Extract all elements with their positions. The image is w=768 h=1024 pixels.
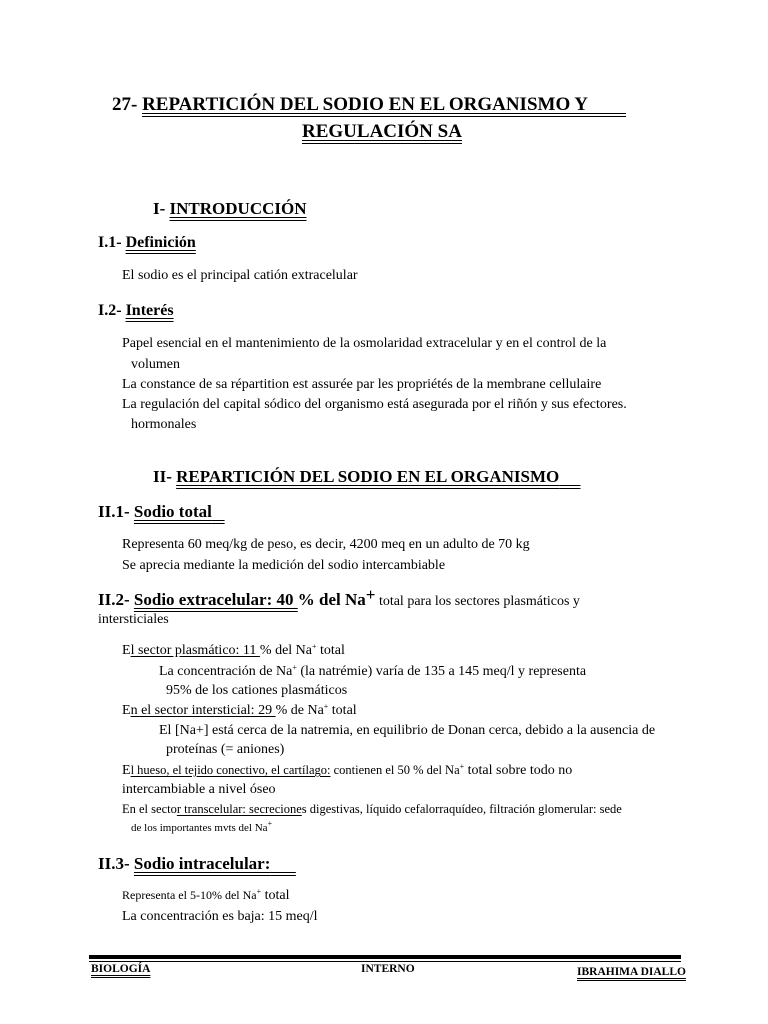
list-item-continuation: 95% de los cationes plasmáticos [166,683,348,698]
list-item: El sodio es el principal catión extracelular [122,268,358,283]
list-item: La constance de sa répartition est assurée par les propriétés de la membrane cellulaire [122,377,602,392]
list-item: En el sector intersticial: 29 % de Na+ total [122,702,357,718]
list-item-continuation: proteínas (= aniones) [166,742,285,757]
list-item-continuation: volumen [131,357,180,372]
list-item: El sector plasmático: 11 % del Na+ total [122,642,345,658]
list-item-nested: El [Na+] está cerca de la natremia, en equilibrio de Donan cerca, debido a la ausencia de [159,723,656,738]
section-heading-introduccion: I- INTRODUCCIÓN [153,199,307,218]
list-item-nested: La concentración de Na+ (la natrémie) varía de 135 a 145 meq/l y representa [159,663,587,679]
page-title: 27- REPARTICIÓN DEL SODIO EN EL ORGANISMO Y [112,94,588,115]
footer-right: IBRAHIMA DIALLO [577,966,686,978]
subsection-heading-sodio-extracelular: II.2- Sodio extracelular: 40 % del Na+ total para los sectores plasmáticos y [98,585,580,609]
footer-center: INTERNO [361,963,415,975]
title-line-1: REPARTICIÓN DEL SODIO EN EL ORGANISMO Y [142,94,588,115]
title-line-2-wrap [302,121,462,143]
list-item-continuation: hormonales [131,417,197,432]
list-item: La regulación del capital sódico del organismo está asegurada por el riñón y sus efectores. [122,397,627,412]
title-line-2: REGULACIÓN SA [302,121,462,142]
list-item: Se aprecia mediante la medición del sodio intercambiable [122,558,446,573]
heading-continuation: intersticiales [98,612,169,627]
list-item: El hueso, el tejido conectivo, el cartílago: contienen el 50 % del Na+ total sobre todo no [122,762,573,778]
footer-rule-thin [89,961,681,962]
footer-left: BIOLOGÍA [91,963,151,975]
list-item-continuation: de los importantes mvts del Na+ [131,819,273,834]
footer-rule [89,955,681,959]
list-item: Papel esencial en el mantenimiento de la osmolaridad extracelular y en el control de la [122,336,607,351]
section-heading-reparticion: II- REPARTICIÓN DEL SODIO EN EL ORGANISMO [153,467,560,486]
subsection-heading-sodio-total: II.1- Sodio total [98,502,212,521]
subsection-heading-sodio-intracelular: II.3- Sodio intracelular: [98,854,271,873]
list-item: La concentración es baja: 15 meq/l [122,909,318,924]
list-item: Representa 60 meq/kg de peso, es decir, 4200 meq en un adulto de 70 kg [122,537,530,552]
subsection-heading-definicion: I.1- Definición [98,234,196,251]
list-item: Representa el 5-10% del Na+ total [122,887,290,903]
list-item: En el sector transcelular: secreciones digestivas, líquido cefalorraquídeo, filtración glomerular: sede [122,802,622,816]
subsection-heading-interes: I.2- Interés [98,302,174,319]
list-item-continuation: intercambiable a nivel óseo [122,782,276,797]
